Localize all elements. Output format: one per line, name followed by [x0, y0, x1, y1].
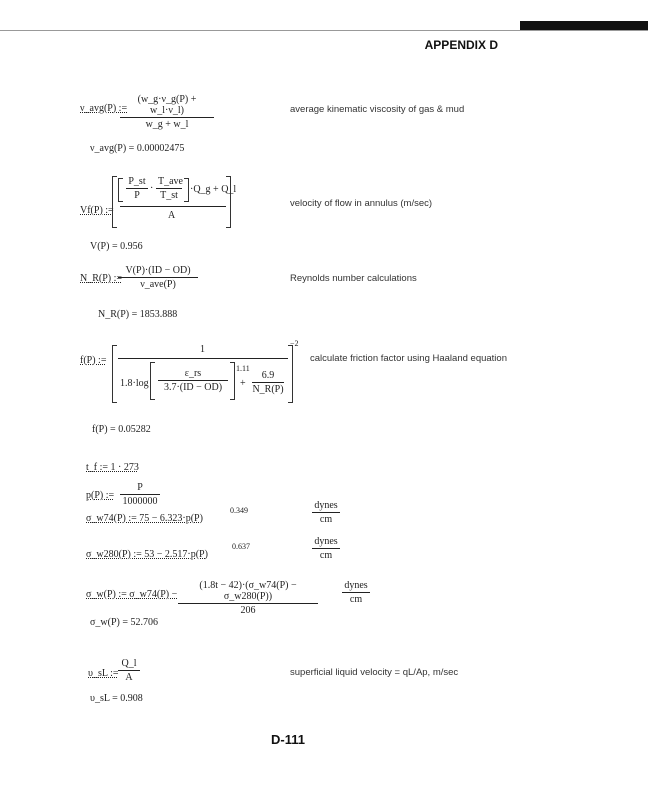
eq6-result: υ_sL = 0.908: [90, 693, 143, 704]
eq4-plus-den: N_R(P): [252, 384, 284, 395]
eq2-lhs: Vf(P) :=: [80, 205, 114, 216]
eq1-fraction: [120, 94, 214, 130]
header-rule: [0, 30, 648, 31]
eq2-denominator: A: [168, 210, 176, 221]
eq4-bracket-right: [288, 345, 293, 403]
eq1-denominator: w_g + w_l: [145, 119, 189, 130]
eq4-lhs: f(P) :=: [80, 355, 107, 366]
eq4-inner-bracket-left: [150, 362, 155, 400]
eq3-numerator: V(P)·(ID − OD): [118, 265, 198, 278]
eq2-bracket-inner-right: [184, 178, 189, 202]
eq3-description: Reynolds number calculations: [290, 273, 417, 284]
eq5-sw-fraction: [178, 580, 318, 616]
eq6-numerator: Q_l: [118, 658, 140, 671]
eq2-description: velocity of flow in annulus (m/sec): [290, 198, 433, 209]
eq1-lhs: ν_avg(P) :=: [80, 103, 128, 114]
eq3-lhs: N_R(P) :=: [80, 273, 123, 284]
eq4-outer-fraction-line: [118, 358, 288, 359]
eq4-bracket-left: [112, 345, 117, 403]
eq3-fraction: [118, 265, 198, 290]
eq6-denominator: A: [125, 672, 133, 683]
eq5-s280-unit: [312, 536, 340, 561]
eq5-p-fraction: [120, 482, 160, 507]
eq2-bracket-right: [226, 176, 231, 228]
eq4-description: calculate friction factor using Haaland equation: [310, 353, 507, 364]
eq2-inner-den-2: T_st: [160, 190, 178, 201]
eq4-plus-num: 6.9: [252, 370, 284, 383]
eq5-sw-den: 206: [240, 605, 256, 616]
eq4-result: f(P) = 0.05282: [92, 424, 151, 435]
eq4-outer-exponent: −2: [290, 339, 299, 348]
eq1-description: average kinematic viscosity of gas & mud: [290, 104, 465, 115]
eq5-sw-num: (1.8t − 42)·(σ_w74(P) − σ_w280(P)): [178, 580, 318, 604]
eq2-bracket-inner-left: [118, 178, 123, 202]
eq2-bracket-left: [112, 176, 117, 228]
eq4-inner-exponent: 1.11: [236, 364, 250, 373]
eq5-sw-unit-num: dynes: [342, 580, 370, 593]
eq6-fraction: [118, 658, 140, 683]
eq2-tail: ·Q_g + Q_l: [190, 184, 237, 195]
eq5-s280: σ_w280(P) := 53 − 2.517·p(P): [86, 549, 208, 560]
eq2-inner-num-2: T_ave: [158, 176, 183, 187]
eq4-roughness-den: 3.7·(ID − OD): [163, 382, 223, 393]
eq5-p-num: P: [120, 482, 160, 495]
appendix-heading: APPENDIX D: [424, 38, 498, 52]
eq5-s280-unit-den: cm: [319, 550, 333, 561]
eq1-result: ν_avg(P) = 0.00002475: [90, 143, 185, 154]
eq5-s74-unit: [312, 500, 340, 525]
eq2-inner-den-1: P: [134, 190, 140, 201]
eq1-numerator: (w_g·ν_g(P) + w_l·ν_l): [120, 94, 214, 118]
eq4-outer-numerator: 1: [200, 344, 205, 355]
eq5-sw-unit-den: cm: [349, 594, 363, 605]
eq4-roughness: ε_rs: [158, 368, 228, 381]
eq5-s280-exponent: 0.637: [232, 542, 250, 551]
eq5-temperature: t_f := 1 · 273: [86, 462, 139, 473]
eq5-p-den: 1000000: [122, 496, 158, 507]
eq3-denominator: ν_ave(P): [140, 279, 176, 290]
eq2-dot: ·: [150, 183, 154, 194]
eq4-reynolds-fraction: [252, 370, 284, 395]
eq2-fraction-line: [120, 206, 226, 207]
eq5-s74-unit-num: dynes: [312, 500, 340, 513]
eq4-inner-bracket-right: [230, 362, 235, 400]
eq6-description: superficial liquid velocity = qL/Ap, m/sec: [290, 667, 459, 678]
eq2-inner-fraction-1: [126, 176, 148, 201]
eq2-result: V(P) = 0.956: [90, 241, 143, 252]
eq5-s74: σ_w74(P) := 75 − 6.323·p(P): [86, 513, 203, 524]
eq4-roughness-fraction: [158, 368, 228, 393]
eq4-coefficient: 1.8·log: [120, 378, 149, 389]
eq5-s280-unit-num: dynes: [312, 536, 340, 549]
eq5-sw-unit: [342, 580, 370, 605]
eq6-lhs: υ_sL :=: [88, 668, 119, 679]
eq2-inner-num-1: P_st: [126, 176, 148, 189]
eq4-plus: +: [240, 378, 246, 389]
eq5-p-lhs: p(P) :=: [86, 490, 115, 501]
eq5-s74-unit-den: cm: [319, 514, 333, 525]
eq5-result: σ_w(P) = 52.706: [90, 617, 158, 628]
eq2-inner-fraction-2: [156, 176, 182, 201]
eq3-result: N_R(P) = 1853.888: [98, 309, 178, 320]
eq5-sw-lhs: σ_w(P) := σ_w74(P) −: [86, 589, 178, 600]
eq5-s74-exponent: 0.349: [230, 506, 248, 515]
page-number: D-111: [271, 732, 305, 747]
